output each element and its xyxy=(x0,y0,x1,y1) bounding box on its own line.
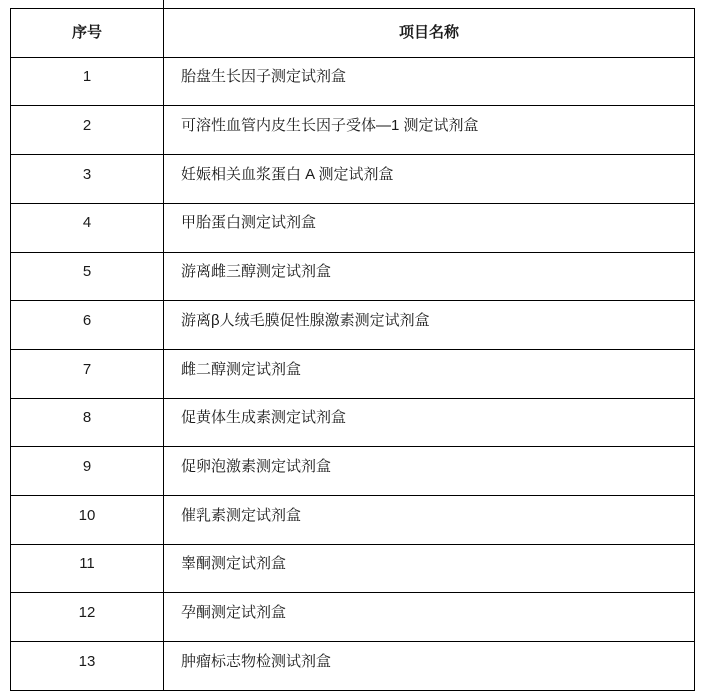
cell-project-name: 游离β人绒毛膜促性腺激素测定试剂盒 xyxy=(164,301,695,350)
cell-serial-number: 10 xyxy=(11,496,164,545)
cell-project-name: 促卵泡激素测定试剂盒 xyxy=(164,447,695,496)
table-row xyxy=(11,252,695,301)
cell-serial-number: 1 xyxy=(11,57,164,106)
cell-serial-number: 3 xyxy=(11,155,164,204)
cell-serial-number: 8 xyxy=(11,398,164,447)
cell-project-name: 肿瘤标志物检测试剂盒 xyxy=(164,642,695,691)
table-body xyxy=(11,57,695,690)
table-row xyxy=(11,496,695,545)
cell-project-name: 睾酮测定试剂盒 xyxy=(164,544,695,593)
cell-serial-number: 6 xyxy=(11,301,164,350)
header-cell-name: 项目名称 xyxy=(164,9,695,58)
table-row xyxy=(11,349,695,398)
cell-project-name: 催乳素测定试剂盒 xyxy=(164,496,695,545)
cell-serial-number: 2 xyxy=(11,106,164,155)
table-row xyxy=(11,398,695,447)
table-row xyxy=(11,106,695,155)
cell-project-name: 促黄体生成素测定试剂盒 xyxy=(164,398,695,447)
cell-serial-number: 11 xyxy=(11,544,164,593)
cell-serial-number: 9 xyxy=(11,447,164,496)
table-row xyxy=(11,301,695,350)
reagent-kit-table xyxy=(10,8,695,691)
header-cell-serial: 序号 xyxy=(11,9,164,58)
cell-serial-number: 5 xyxy=(11,252,164,301)
table-row xyxy=(11,155,695,204)
cell-project-name: 游离雌三醇测定试剂盒 xyxy=(164,252,695,301)
cell-serial-number: 4 xyxy=(11,203,164,252)
cell-project-name: 胎盘生长因子测定试剂盒 xyxy=(164,57,695,106)
cell-project-name: 妊娠相关血浆蛋白 A 测定试剂盒 xyxy=(164,155,695,204)
header-row xyxy=(11,9,695,58)
cell-serial-number: 12 xyxy=(11,593,164,642)
table-row xyxy=(11,57,695,106)
cell-project-name: 雌二醇测定试剂盒 xyxy=(164,349,695,398)
cell-serial-number: 13 xyxy=(11,642,164,691)
table-row xyxy=(11,203,695,252)
table-row xyxy=(11,642,695,691)
table-row xyxy=(11,593,695,642)
cell-project-name: 可溶性血管内皮生长因子受体—1 测定试剂盒 xyxy=(164,106,695,155)
table-row xyxy=(11,544,695,593)
cell-project-name: 孕酮测定试剂盒 xyxy=(164,593,695,642)
cell-serial-number: 7 xyxy=(11,349,164,398)
table-row xyxy=(11,447,695,496)
cell-project-name: 甲胎蛋白测定试剂盒 xyxy=(164,203,695,252)
